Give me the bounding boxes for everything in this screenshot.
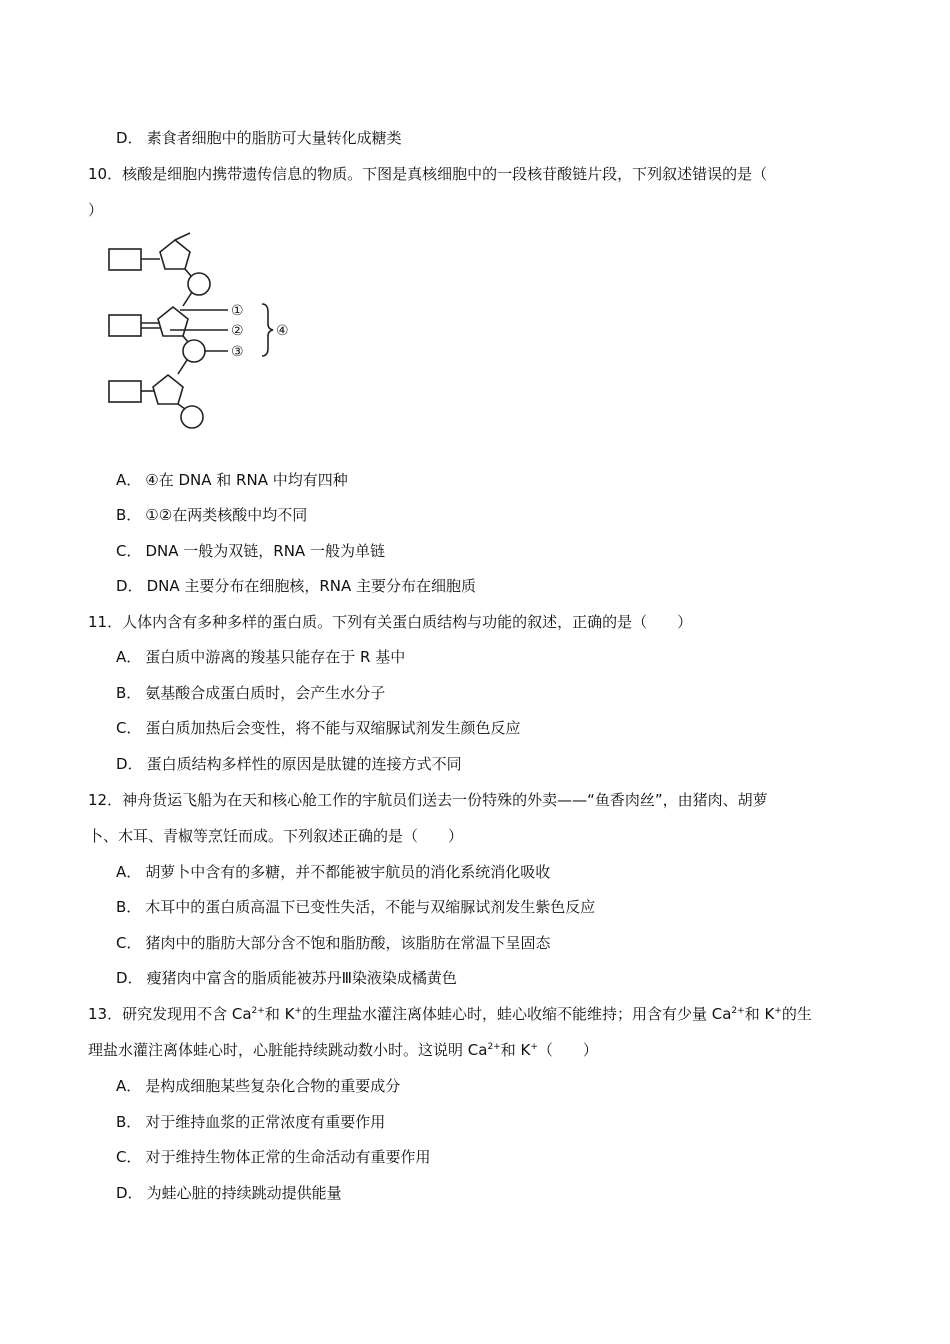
option-label: D． xyxy=(116,129,143,147)
option-label: B． xyxy=(116,684,142,702)
q10-stem-line2 xyxy=(88,200,103,220)
q13-stem-line2 xyxy=(88,1040,598,1060)
option-text: 蛋白质结构多样性的原因是肽键的连接方式不同 xyxy=(146,755,462,773)
superscript-charge: + xyxy=(294,1006,302,1016)
question-number: 11． xyxy=(88,613,123,631)
q12-stem-line2 xyxy=(88,826,463,846)
option-text: 对于维持血浆的正常浓度有重要作用 xyxy=(145,1113,386,1131)
label-2: ② xyxy=(231,323,244,339)
question-stem: 神舟货运飞船为在天和核心舱工作的宇航员们送去一份特殊的外卖——“鱼香肉丝”，由猪肉、胡萝 xyxy=(122,791,768,809)
q12-option-a xyxy=(116,862,550,882)
option-text: 蛋白质中游离的羧基只能存在于 R 基中 xyxy=(145,648,406,666)
option-label: A． xyxy=(116,471,142,489)
stem-part: 理盐水灌注离体蛙心时，心脏能持续跳动数小时。这说明 Ca xyxy=(88,1041,488,1059)
q11-option-b xyxy=(116,683,385,703)
option-text: DNA 一般为双链，RNA 一般为单链 xyxy=(145,542,385,560)
question-stem: 人体内含有多种多样的蛋白质。下列有关蛋白质结构与功能的叙述，正确的是（ ） xyxy=(122,613,693,631)
q10-option-b xyxy=(116,505,307,525)
option-text: 氨基酸合成蛋白质时，会产生水分子 xyxy=(145,684,386,702)
stem-part: 的生理盐水灌注离体蛙心时，蛙心收缩不能维持；用含有少量 Ca xyxy=(301,1005,732,1023)
option-label: D． xyxy=(116,755,143,773)
option-label: D． xyxy=(116,1184,143,1202)
option-text: 素食者细胞中的脂肪可大量转化成糖类 xyxy=(146,129,402,147)
option-label: C． xyxy=(116,934,142,952)
sugar-pentagon-1 xyxy=(160,240,190,269)
option-label: A． xyxy=(116,1077,142,1095)
option-label: B． xyxy=(116,506,142,524)
option-text: 胡萝卜中含有的多糖，并不都能被宇航员的消化系统消化吸收 xyxy=(145,863,551,881)
option-text: 瘦猪肉中富含的脂质能被苏丹Ⅲ染液染成橘黄色 xyxy=(146,969,457,987)
base-rect-3 xyxy=(109,381,141,402)
stem-part: （ ） xyxy=(537,1041,598,1059)
nucleotide-chain-diagram xyxy=(100,228,310,438)
label-1: ① xyxy=(231,303,244,319)
superscript-charge: 2+ xyxy=(251,1006,265,1016)
phosphate-circle-3 xyxy=(181,406,203,428)
sugar-pentagon-2 xyxy=(158,307,188,336)
option-text: 是构成细胞某些复杂化合物的重要成分 xyxy=(145,1077,401,1095)
stem-part: 和 K xyxy=(264,1005,295,1023)
option-text: 为蛙心脏的持续跳动提供能量 xyxy=(146,1184,342,1202)
phosphate-circle-2 xyxy=(183,340,205,362)
stem-part: 和 K xyxy=(744,1005,775,1023)
superscript-charge: 2+ xyxy=(487,1042,501,1052)
brace xyxy=(262,304,273,356)
option-text: ④在 DNA 和 RNA 中均有四种 xyxy=(145,471,348,489)
q13-option-b xyxy=(116,1112,385,1132)
option-label: D． xyxy=(116,577,143,595)
option-label: B． xyxy=(116,1113,142,1131)
q13-option-c xyxy=(116,1147,431,1167)
q10-stem-line1 xyxy=(88,164,767,184)
option-label: C． xyxy=(116,542,142,560)
q10-option-a xyxy=(116,470,348,490)
option-text: 对于维持生物体正常的生命活动有重要作用 xyxy=(145,1148,431,1166)
superscript-charge: + xyxy=(774,1006,782,1016)
sugar-pentagon-3 xyxy=(153,375,183,404)
option-label: A． xyxy=(116,863,142,881)
q13-stem-line1 xyxy=(88,1004,812,1024)
brace-label-4: ④ xyxy=(276,323,289,339)
stem-part: 研究发现用不含 Ca xyxy=(122,1005,252,1023)
option-label: A． xyxy=(116,648,142,666)
stem-part: 和 K xyxy=(500,1041,531,1059)
q10-option-c xyxy=(116,541,385,561)
q12-option-b xyxy=(116,897,595,917)
q13-option-d xyxy=(116,1183,342,1203)
q13-option-a xyxy=(116,1076,400,1096)
q12-option-c xyxy=(116,933,551,953)
question-number: 13． xyxy=(88,1005,123,1023)
question-stem-continued: ） xyxy=(88,201,104,219)
option-text: DNA 主要分布在细胞核，RNA 主要分布在细胞质 xyxy=(146,577,477,595)
option-text: ①②在两类核酸中均不同 xyxy=(145,506,308,524)
superscript-charge: 2+ xyxy=(731,1006,745,1016)
stem-part: 的生 xyxy=(781,1005,812,1023)
option-text: 蛋白质加热后会变性，将不能与双缩脲试剂发生颜色反应 xyxy=(145,719,521,737)
question-stem: 核酸是细胞内携带遗传信息的物质。下图是真核细胞中的一段核苷酸链片段，下列叙述错误的是（ xyxy=(122,165,768,183)
q12-option-d xyxy=(116,968,457,988)
base-rect-1 xyxy=(109,249,141,270)
q11-stem xyxy=(88,612,692,632)
q11-option-a xyxy=(116,647,405,667)
q12-stem-line1 xyxy=(88,790,768,810)
question-number: 10． xyxy=(88,165,123,183)
q11-option-d xyxy=(116,754,462,774)
q11-option-c xyxy=(116,718,521,738)
option-text: 木耳中的蛋白质高温下已变性失活，不能与双缩脲试剂发生紫色反应 xyxy=(145,898,596,916)
q9-option-d xyxy=(116,128,402,148)
base-rect-2 xyxy=(109,315,141,336)
option-label: B． xyxy=(116,898,142,916)
option-text: 猪肉中的脂肪大部分含不饱和脂肪酸，该脂肪在常温下呈固态 xyxy=(145,934,551,952)
question-number: 12． xyxy=(88,791,123,809)
q10-option-d xyxy=(116,576,476,596)
superscript-charge: + xyxy=(530,1042,538,1052)
option-label: C． xyxy=(116,1148,142,1166)
question-stem-continued: 卜、木耳、青椒等烹饪而成。下列叙述正确的是（ ） xyxy=(88,827,464,845)
option-label: D． xyxy=(116,969,143,987)
label-3: ③ xyxy=(231,344,244,360)
option-label: C． xyxy=(116,719,142,737)
